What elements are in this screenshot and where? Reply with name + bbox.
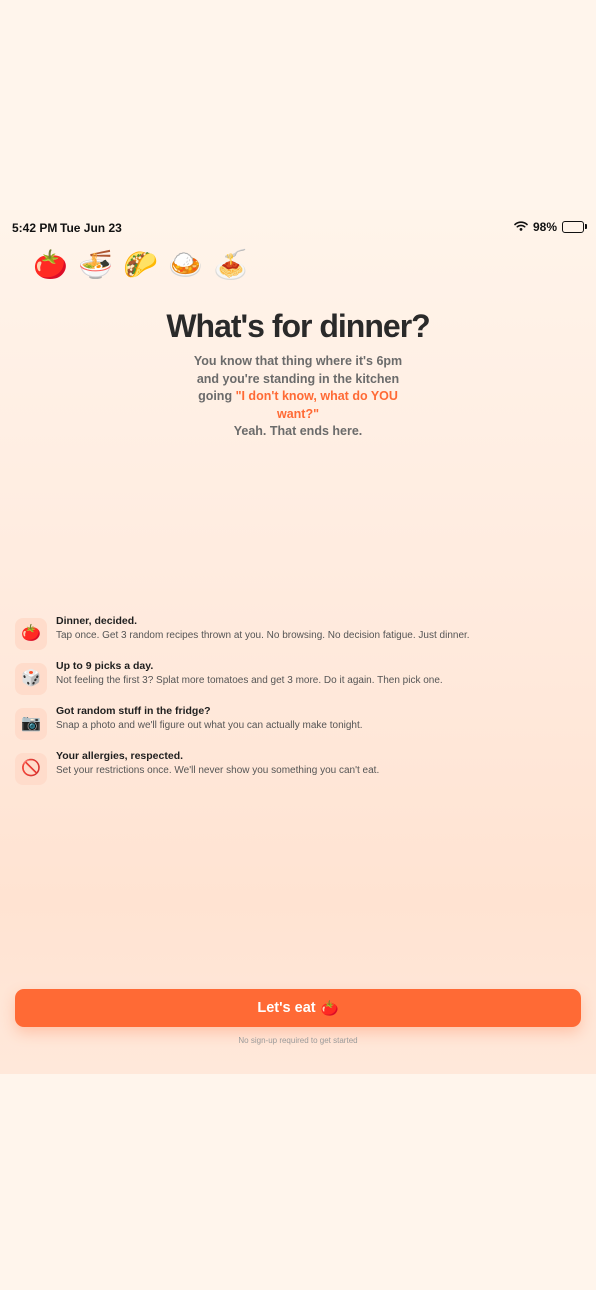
feature-title: Dinner, decided.	[56, 615, 138, 627]
camera-icon: 📷	[15, 708, 47, 740]
feature-item	[15, 615, 585, 660]
hero-subtitle-lead: You know that thing where it's 6pm and you're standing in the kitchen going	[193, 354, 403, 403]
spaghetti-icon: 🍝	[213, 249, 248, 280]
signup-note: No sign-up required to get started	[238, 1036, 358, 1045]
dice-icon: 🎲	[15, 663, 47, 695]
feature-item	[15, 750, 585, 795]
feature-item	[15, 660, 585, 705]
status-bar	[0, 220, 596, 240]
tomato-icon: 🍅	[320, 1000, 339, 1017]
curry-icon: 🍛	[168, 249, 203, 280]
feature-description: Snap a photo and we'll figure out what you can actually make tonight.	[56, 720, 363, 731]
feature-description: Set your restrictions once. We'll never show you something you can't eat.	[56, 765, 380, 776]
cta-label: Let's eat	[257, 1000, 316, 1016]
wifi-icon	[514, 220, 528, 234]
lets-eat-button[interactable]	[15, 989, 581, 1027]
taco-icon: 🌮	[123, 249, 158, 280]
noodle-bowl-icon: 🍜	[78, 249, 113, 280]
feature-description: Tap once. Get 3 random recipes thrown at you. No browsing. No decision fatigue. Just dinner.	[56, 630, 470, 641]
tomato-icon: 🍅	[33, 249, 68, 280]
no-entry-icon: 🚫	[15, 753, 47, 785]
feature-title: Got random stuff in the fridge?	[56, 705, 211, 717]
feature-item	[15, 705, 585, 750]
feature-list	[15, 615, 585, 795]
status-indicators	[514, 220, 584, 234]
tomato-icon: 🍅	[15, 618, 47, 650]
feature-title: Your allergies, respected.	[56, 750, 184, 762]
status-date: Tue Jun 23	[60, 221, 122, 235]
hero-subtitle-accent: "I don't know, what do YOU want?"	[235, 389, 398, 421]
hero-subtitle-tail: Yeah. That ends here.	[233, 424, 363, 438]
battery-percent: 98%	[532, 220, 557, 234]
page-title: What's for dinner?	[166, 308, 430, 344]
food-emoji-row	[33, 249, 248, 280]
feature-description: Not feeling the first 3? Splat more tomatoes and get 3 more. Do it again. Then pick one.	[56, 675, 443, 686]
battery-icon	[562, 221, 584, 233]
hero-subtitle	[183, 353, 413, 441]
app-screen	[0, 210, 596, 1074]
feature-title: Up to 9 picks a day.	[56, 660, 154, 672]
status-time: 5:42 PM	[12, 221, 58, 235]
